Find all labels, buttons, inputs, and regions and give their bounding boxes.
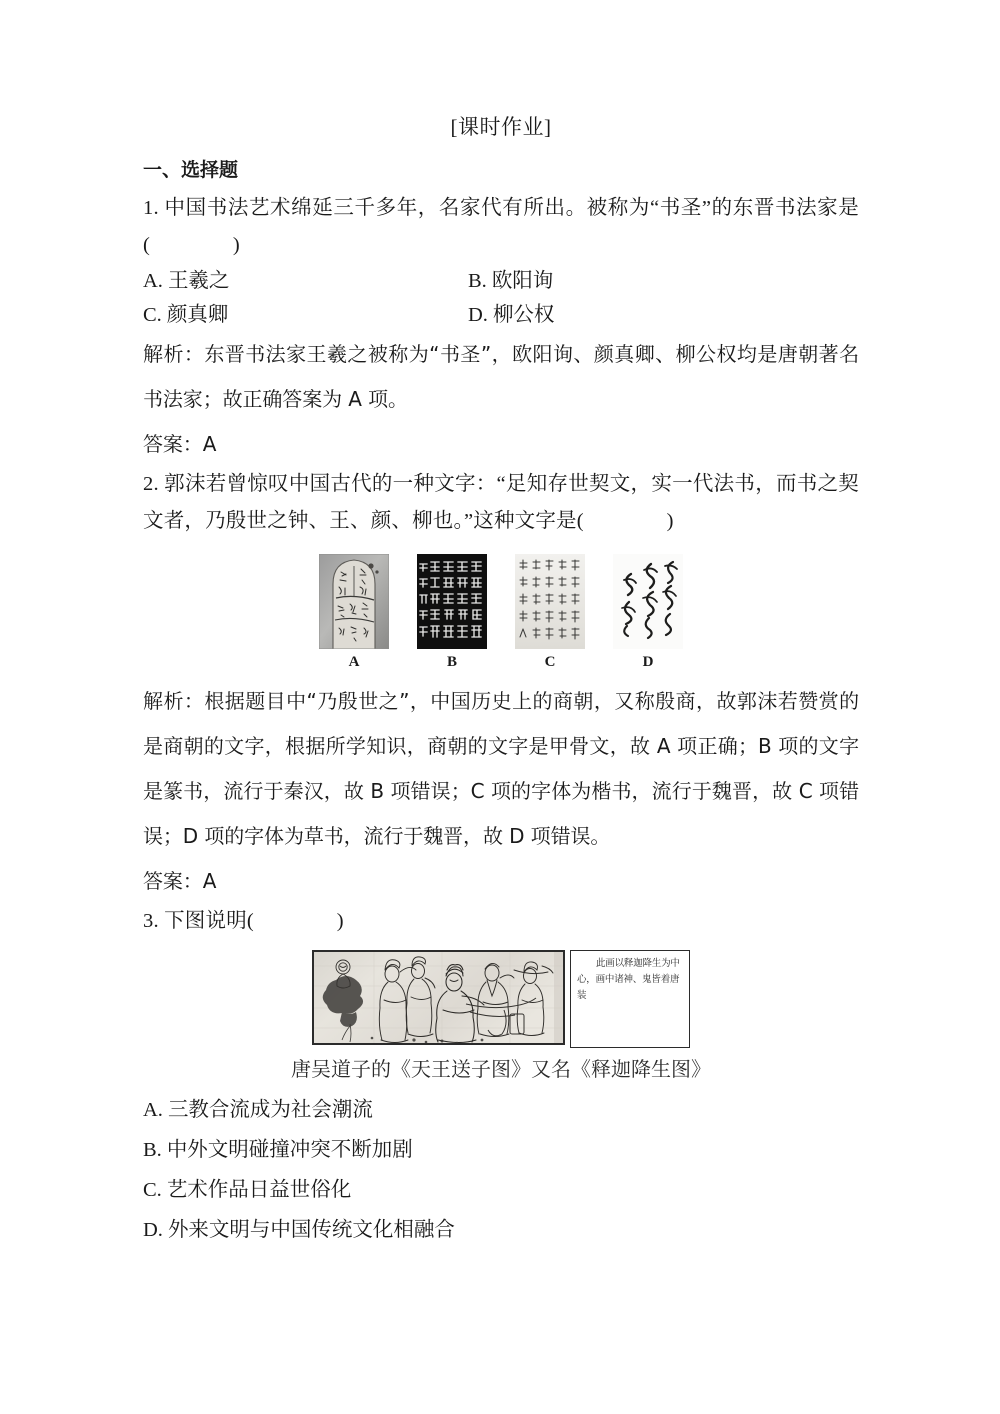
calligraphy-label-c: C [544, 654, 556, 670]
option-b-label: B. [143, 1139, 162, 1161]
painting-figure-row [143, 950, 859, 1048]
option-c-label: C. [143, 1179, 162, 1201]
calligraphy-cell-b [410, 554, 494, 673]
calligraphy-label-d: D [642, 654, 654, 670]
calligraphy-cell-c [508, 554, 592, 673]
calligraphy-label-a: A [348, 654, 360, 670]
option-b[interactable] [143, 1130, 859, 1170]
section-heading: 一、选择题 [143, 160, 239, 181]
option-a-text: 王羲之 [167, 270, 230, 292]
question-3-options [143, 1090, 859, 1250]
painting-note-box [570, 950, 690, 1048]
calligraphy-cell-d [606, 554, 690, 673]
option-b-label: B. [468, 270, 487, 292]
option-b-text: 中外文明碰撞冲突不断加剧 [166, 1139, 413, 1161]
painting-caption: 唐吴道子的《天王送子图》又名《释迦降生图》 [291, 1059, 711, 1081]
option-a-label: A. [143, 270, 163, 292]
calligraphy-figure-row [143, 554, 859, 673]
question-1-answer: 答案：A [143, 432, 217, 456]
calligraphy-cell-a [312, 554, 396, 673]
question-1-stem: 1. 中国书法艺术绵延三千多年，名家代有所出。被称为“书圣”的东晋书法家是( ) [143, 197, 859, 256]
option-row [143, 264, 859, 298]
calligraphy-label-b: B [446, 654, 457, 670]
option-a[interactable] [143, 264, 468, 298]
option-c[interactable] [143, 298, 468, 332]
option-d-label: D. [468, 304, 488, 326]
tianwang-songzi-painting-image [314, 952, 563, 1043]
question-3-stem: 3. 下图说明( ) [143, 910, 344, 932]
option-a[interactable] [143, 1090, 859, 1130]
option-a-label: A. [143, 1099, 163, 1121]
cursive-script-image [613, 554, 683, 649]
option-d-text: 柳公权 [492, 304, 555, 326]
question-1-explanation: 解析：东晋书法家王羲之被称为“书圣”，欧阳询、颜真卿、柳公权均是唐朝著名书法家；故正确答案为 A 项。 [143, 342, 859, 411]
question-1-options [143, 264, 859, 332]
option-d[interactable] [143, 1210, 859, 1250]
page-content [143, 112, 859, 1250]
option-b-text: 欧阳询 [491, 270, 554, 292]
option-d-label: D. [143, 1219, 163, 1241]
painting-note-text: 此画以释迦降生为中心，画中诸神、鬼皆着唐装 [577, 958, 680, 1001]
option-d[interactable] [468, 298, 859, 332]
option-row [143, 298, 859, 332]
question-2-answer: 答案：A [143, 869, 217, 893]
option-d-text: 外来文明与中国传统文化相融合 [167, 1219, 455, 1241]
oracle-bone-script-image [319, 554, 389, 649]
option-c-text: 颜真卿 [166, 304, 229, 326]
question-2-explanation: 解析：根据题目中“乃殷世之”，中国历史上的商朝，又称殷商，故郭沫若赞赏的是商朝的文字，根据所学知识，商朝的文字是甲骨文，故 A 项正确；B 项的文字是篆书，流行于秦汉，故 B 项错误；C 项的字体为楷书，流行于魏晋，故 C 项错误；D 项的字体为草书，流行于魏晋，故 D 项错误。 [143, 689, 859, 848]
option-b[interactable] [468, 264, 859, 298]
option-c-label: C. [143, 304, 162, 326]
seal-script-image [417, 554, 487, 649]
option-c-text: 艺术作品日益世俗化 [166, 1179, 352, 1201]
option-c[interactable] [143, 1170, 859, 1210]
painting-frame [312, 950, 565, 1045]
question-2-stem: 2. 郭沫若曾惊叹中国古代的一种文字：“足知存世契文，实一代法书，而书之契文者，乃殷世之钟、王、颜、柳也。”这种文字是( ) [143, 473, 859, 532]
page-title: [课时作业] [450, 115, 552, 139]
option-a-text: 三教合流成为社会潮流 [167, 1099, 373, 1121]
regular-script-image [515, 554, 585, 649]
